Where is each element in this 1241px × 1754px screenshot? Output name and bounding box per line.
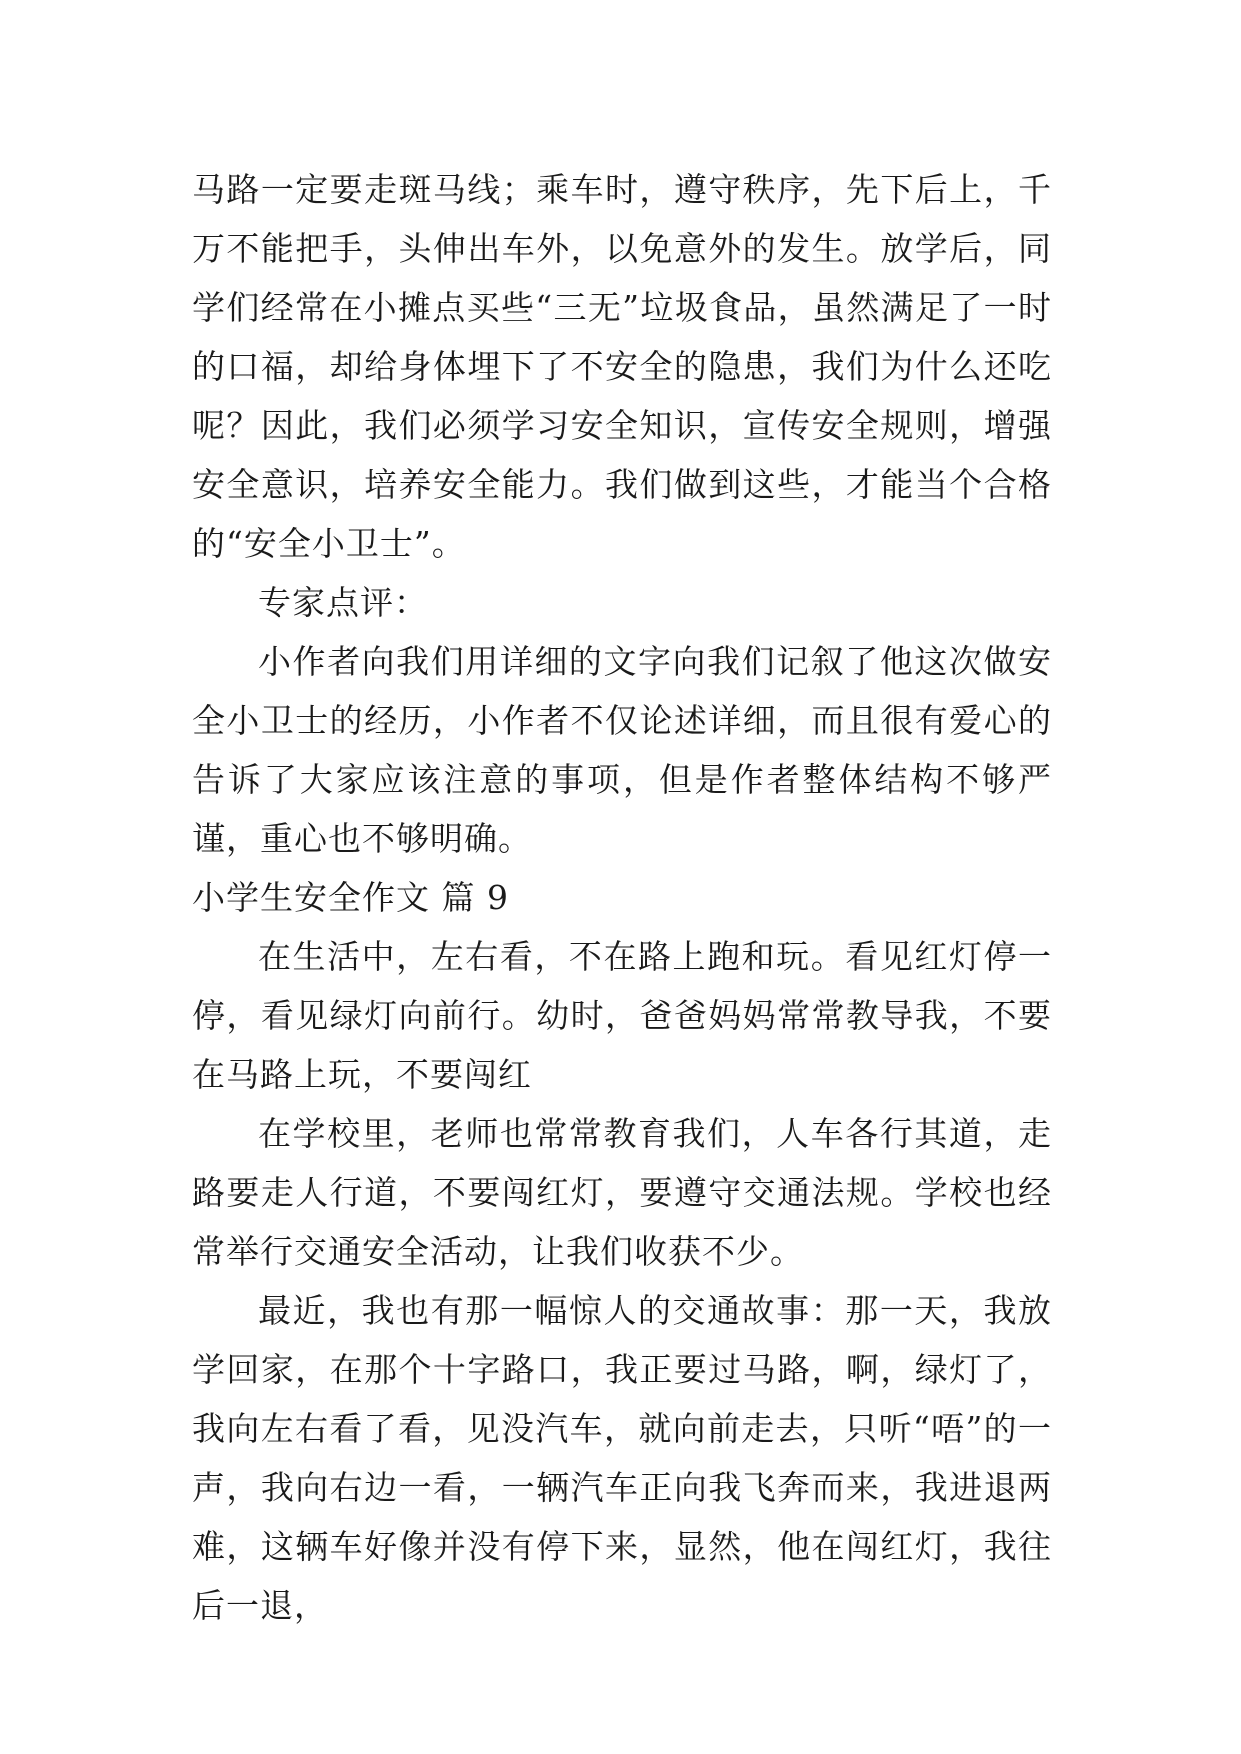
- document-body: [192, 160, 1052, 1635]
- paragraph-1: 马路一定要走斑马线；乘车时，遵守秩序，先下后上，千万不能把手，头伸出车外，以免意外的发生。放学后，同学们经常在小摊点买些“三无”垃圾食品，虽然满足了一时的口福，却给身体埋下了不安全的隐患，我们为什么还吃呢？因此，我们必须学习安全知识，宣传安全规则，增强安全意识，培养安全能力。我们做到这些，才能当个合格的“安全小卫士”。: [192, 170, 1052, 563]
- expert-review-label: 专家点评：: [258, 583, 428, 622]
- paragraph-expert-review: 小作者向我们用详细的文字向我们记叙了他这次做安全小卫士的经历，小作者不仅论述详细，而且很有爱心的告诉了大家应该注意的事项，但是作者整体结构不够严谨，重心也不够明确。: [192, 642, 1052, 858]
- paragraph-school: 在学校里，老师也常常教育我们，人车各行其道，走路要走人行道，不要闯红灯，要遵守交通法规。学校也经常举行交通安全活动，让我们收获不少。: [192, 1114, 1052, 1271]
- section-heading: 小学生安全作文 篇 9: [192, 878, 509, 917]
- paragraph-story: 最近，我也有那一幅惊人的交通故事：那一天，我放学回家，在那个十字路口，我正要过马路，啊，绿灯了，我向左右看了看，见没汽车，就向前走去，只听“唔”的一声，我向右边一看，一辆汽车正向我飞奔而来，我进退两难，这辆车好像并没有停下来，显然，他在闯红灯，我往后一退，: [192, 1291, 1052, 1625]
- paragraph-life: 在生活中，左右看，不在路上跑和玩。看见红灯停一停，看见绿灯向前行。幼时，爸爸妈妈常常教导我，不要在马路上玩，不要闯红: [192, 937, 1052, 1094]
